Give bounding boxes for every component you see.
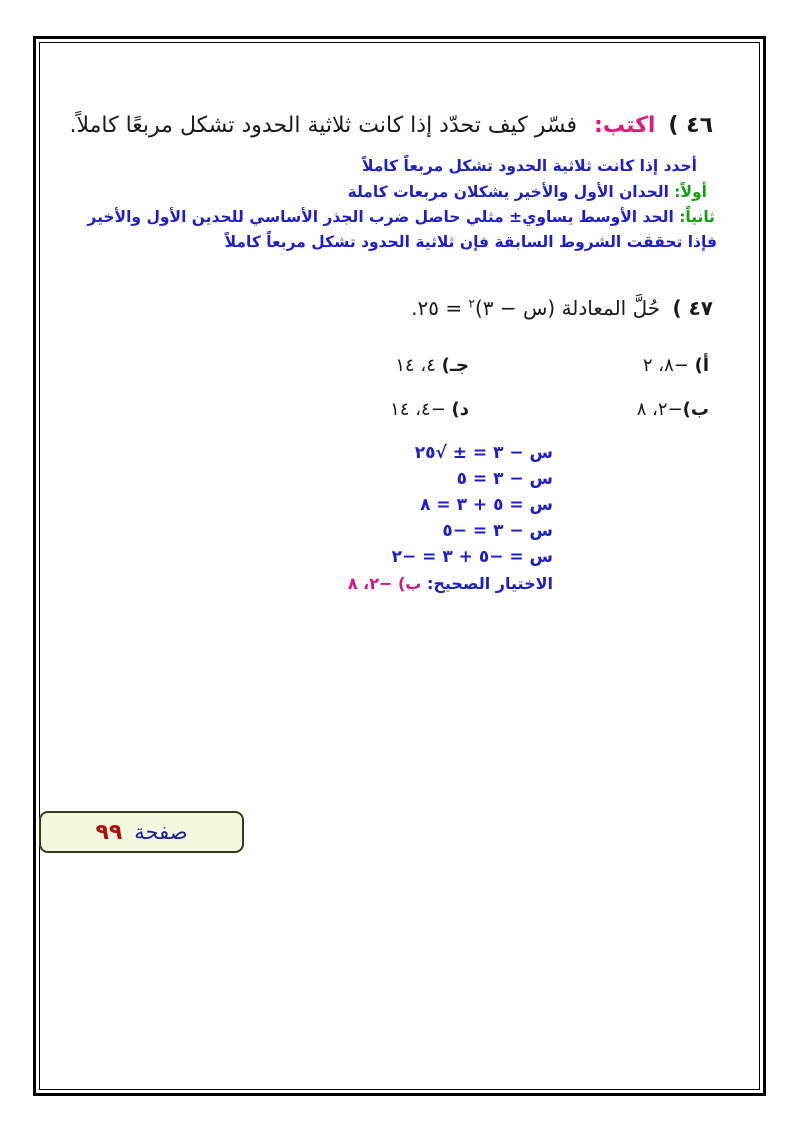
question-46	[70, 113, 713, 138]
answer-46-line3-label: ثانياً:	[679, 208, 715, 226]
question-47-number: ٤٧ )	[672, 296, 713, 320]
question-47-power: ٢	[468, 296, 475, 311]
page-number: ٩٩	[95, 819, 123, 845]
option-d	[390, 399, 469, 420]
option-b	[637, 399, 709, 420]
solution-step-5: س = −٥ + ٣ = −٢	[391, 547, 553, 567]
page-word: صفحة	[134, 820, 188, 844]
answer-46-line3	[87, 208, 715, 226]
answer-46-line3-text: الحد الأوسط يساوي± مثلي حاصل ضرب الجذر الأساسي للحدين الأول والأخير	[87, 208, 674, 226]
question-46-text: فسّر كيف تحدّد إذا كانت ثلاثية الحدود تشكل مربعًا كاملاً.	[69, 113, 578, 138]
option-b-value: −٢، ٨	[636, 399, 683, 420]
question-47-rhs: = ٢٥.	[411, 296, 469, 320]
solution-step-4: س − ٣ = −٥	[442, 521, 553, 541]
answer-46-line2-text: الحدان الأول والأخير يشكلان مربعات كاملة	[347, 183, 669, 201]
answer-46-line2	[348, 183, 707, 201]
page-number-badge	[39, 811, 244, 853]
option-a-label: أ)	[694, 355, 709, 376]
option-c	[395, 355, 469, 376]
final-answer-label: الاختيار الصحيح:	[421, 574, 553, 593]
answer-46-line1: أحدد إذا كانت ثلاثية الحدود تشكل مربعاً كاملاً	[361, 157, 697, 175]
option-d-value: −٤، ١٤	[390, 399, 452, 420]
answer-46-line2-label: أولاً:	[674, 183, 707, 201]
option-c-label: جـ)	[441, 355, 469, 376]
question-46-keyword: اكتب:	[594, 113, 656, 138]
answer-46-line4: فإذا تحققت الشروط السابقة فإن ثلاثية الحدود تشكل مربعاً كاملاً	[224, 233, 717, 251]
option-c-value: ٤، ١٤	[395, 355, 442, 376]
worksheet-page	[40, 43, 759, 1089]
solution-step-2: س − ٣ = ٥	[456, 469, 553, 489]
solution-step-1: س − ٣ = ± √٢٥	[414, 443, 553, 463]
option-b-label: ب)	[682, 399, 709, 420]
final-answer	[348, 574, 553, 593]
question-46-number: ٤٦ )	[668, 113, 713, 138]
question-47	[411, 296, 713, 320]
solution-step-3: س = ٥ + ٣ = ٨	[420, 495, 553, 515]
question-47-text: حُلَّ المعادلة (س − ٣)	[474, 296, 661, 320]
final-answer-value: ب) −٢، ٨	[347, 574, 422, 593]
option-d-label: د)	[451, 399, 469, 420]
option-a	[643, 355, 709, 376]
option-a-value: −٨، ٢	[642, 355, 695, 376]
